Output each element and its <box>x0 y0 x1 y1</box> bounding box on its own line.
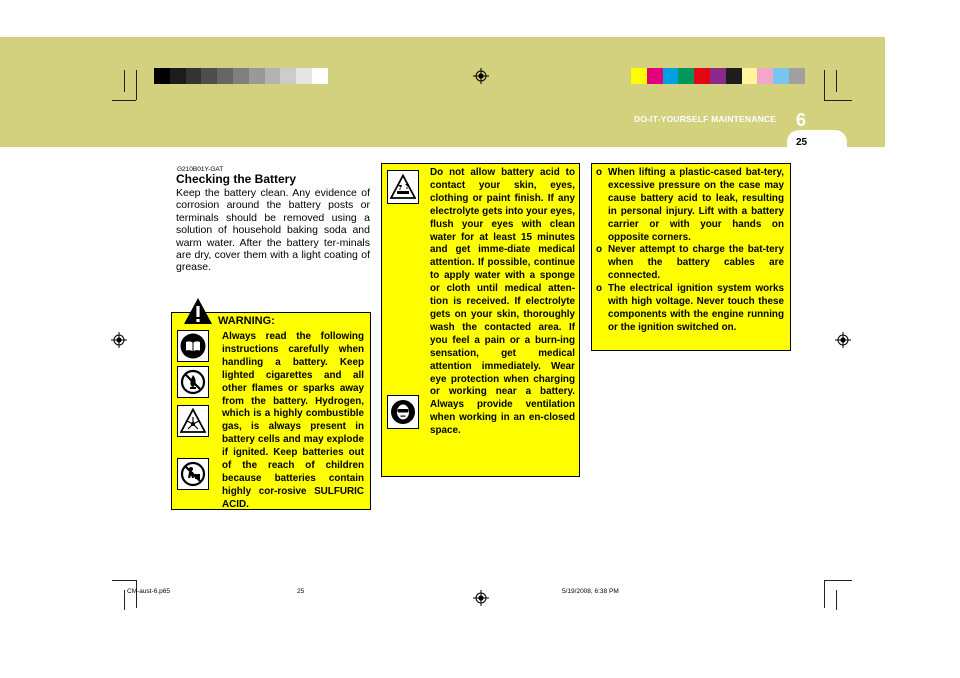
keep-from-children-icon <box>177 458 209 490</box>
header-margin <box>885 37 960 147</box>
article-body: Keep the battery clean. Any evidence of corrosion around the battery posts or terminals should be removed using a solution of household baking soda and warm water. After the battery ter-minals are dry, cover them with a light coating of grease. <box>176 187 370 274</box>
eye-protection-icon <box>387 395 419 429</box>
no-flame-icon <box>177 366 209 398</box>
color-swatch <box>170 68 186 84</box>
color-swatch <box>631 68 647 84</box>
color-swatch <box>678 68 694 84</box>
registration-mark-icon <box>473 68 489 84</box>
chapter-number: 6 <box>796 110 807 130</box>
list-bullet: o <box>596 167 603 178</box>
list-item-text: Never attempt to charge the bat-tery when the battery cables are connected. <box>608 244 784 282</box>
handling-warning-list <box>596 167 784 335</box>
color-swatch <box>265 68 281 84</box>
crop-mark <box>124 590 125 610</box>
list-item <box>596 283 784 335</box>
list-bullet: o <box>596 244 603 256</box>
crop-mark <box>824 70 825 100</box>
color-swatch <box>296 68 312 84</box>
article-code: G210B01Y-GAT <box>177 166 224 173</box>
corrosive-acid-icon <box>387 170 419 204</box>
list-item <box>596 244 784 283</box>
warning-text: Always read the following instructions carefully when handling a battery. Keep lighted cigarettes and all other flames or sparks away from the battery. Hydrogen, which is a highly combustible gas, is always present in battery cells and may explode if ignited. Keep batteries out of the reach of children because batteries contain highly cor-rosive SULFURIC ACID. <box>222 331 364 510</box>
article-heading: Checking the Battery <box>176 172 297 186</box>
color-swatch <box>647 68 663 84</box>
section-title: DO-IT-YOURSELF MAINTENANCE <box>634 114 777 124</box>
color-swatch <box>201 68 217 84</box>
acid-warning-text: Do not allow battery acid to contact your skin, eyes, clothing or paint finish. If any electrolyte gets into your eyes, flush your eyes with clean water for at least 15 minutes and get imme-diate medical attention. If possible, continue to apply water with a sponge or cloth until medical atten-tion is received. If electrolyte gets on your skin, thoroughly wash the contacted area. If you feel a pain or a burn-ing sensation, get medical attention immediately. Wear eye protection when charging or working near a battery. Always provide ventilation when working in an en-closed space. <box>430 167 575 437</box>
crop-mark <box>824 100 852 101</box>
crop-mark <box>112 580 136 581</box>
crop-mark <box>836 590 837 610</box>
color-swatch <box>154 68 170 84</box>
color-swatch <box>217 68 233 84</box>
footer-datetime: 5/19/2008, 6:38 PM <box>562 588 619 595</box>
color-swatch <box>694 68 710 84</box>
crop-mark <box>836 70 837 92</box>
explosive-gas-icon <box>177 405 209 437</box>
color-swatch <box>663 68 679 84</box>
color-swatch <box>186 68 202 84</box>
color-swatch <box>233 68 249 84</box>
color-swatch <box>757 68 773 84</box>
gray-calibration-bar <box>154 68 328 84</box>
registration-mark-icon <box>835 332 851 348</box>
footer-page-number: 25 <box>297 588 305 595</box>
list-item <box>596 167 784 244</box>
warning-title: WARNING: <box>218 315 275 327</box>
list-bullet: o <box>596 283 603 295</box>
registration-mark-icon <box>111 332 127 348</box>
crop-mark <box>824 580 825 608</box>
color-swatch <box>726 68 742 84</box>
color-swatch <box>773 68 789 84</box>
color-swatch <box>789 68 805 84</box>
page-number: 25 <box>796 137 808 148</box>
color-swatch <box>742 68 758 84</box>
list-item-text: The electrical ignition system works with high voltage. Never touch these components with the engine running or the ignition switched on. <box>608 283 784 333</box>
warning-triangle-icon <box>183 297 213 325</box>
color-swatch <box>710 68 726 84</box>
crop-mark <box>124 70 125 92</box>
crop-mark <box>112 100 136 101</box>
footer-filename: CM-aust-6.p65 <box>127 588 170 595</box>
color-calibration-bar <box>631 68 805 84</box>
read-manual-icon <box>177 330 209 362</box>
registration-mark-icon <box>473 590 489 606</box>
crop-mark <box>136 70 137 100</box>
list-item-text: When lifting a plastic-cased bat-tery, excessive pressure on the case may cause battery acid to leak, resulting in personal injury. Lift with a battery carrier or with your hands on opposite corners. <box>608 167 784 243</box>
color-swatch <box>312 68 328 84</box>
header-band <box>0 37 885 147</box>
color-swatch <box>280 68 296 84</box>
color-swatch <box>249 68 265 84</box>
crop-mark <box>824 580 852 581</box>
